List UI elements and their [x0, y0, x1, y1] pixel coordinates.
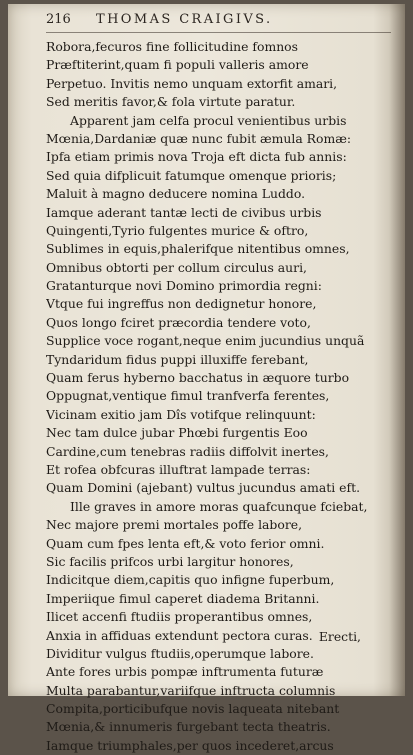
- verse-line: Perpetuo. Invitis nemo unquam extorfit amari,: [46, 75, 338, 91]
- page-number: 216: [46, 12, 71, 27]
- verse-line: Quam Domini (ajebant) vultus jucundus amati eft.: [46, 480, 361, 496]
- verse-line: Tyndaridum fidus puppi illuxiffe ferebant,: [46, 351, 309, 367]
- verse-line: Quam ferus hyberno bacchatus in æquore turbo: [46, 370, 350, 386]
- page-gutter: [389, 4, 405, 696]
- header-rule: [46, 32, 391, 33]
- verse-line: Vtque fui ingreffus non dedignetur honore,: [46, 296, 317, 312]
- verse-line: Quingenti,Tyrio fulgentes murice & oftro,: [46, 222, 309, 238]
- catchword: Erecti,: [318, 629, 361, 644]
- verse-line: Quam cum fpes lenta eft,& voto ferior omni.: [46, 535, 325, 551]
- verse-line: Ille graves in amore moras quafcunque fciebat,: [70, 498, 368, 514]
- verse-line: Iamque triumphales,per quos incederet,arcus: [46, 737, 334, 753]
- page-header: [46, 12, 386, 32]
- verse-line: Sublimes in equis,phalerifque nitentibus omnes,: [46, 241, 350, 257]
- verse-line: Robora,fecuros fine follicitudine fomnos: [46, 39, 298, 54]
- poem-text-block: [46, 38, 386, 755]
- verse-line: Ante fores urbis pompæ inftrumenta futuræ: [46, 664, 324, 680]
- verse-line: Sic facilis prifcos urbi largitur honores,: [46, 553, 294, 569]
- verse-line: Cardine,cum tenebras radiis diffolvit inertes,: [46, 443, 329, 459]
- verse-line: Multa parabantur,variifque inftructa columnis: [46, 682, 336, 698]
- verse-line: Supplice voce rogant,neque enim jucundius unquã: [46, 333, 365, 349]
- verse-line: Sed meritis favor,& fola virtute paratur.: [46, 94, 296, 110]
- verse-line: Mœnia,Dardaniæ quæ nunc fubit æmula Romæ:: [46, 130, 352, 146]
- verse-line: Gratanturque novi Domino primordia regni:: [46, 278, 322, 294]
- verse-line: Sed quia difplicuit fatumque omenque prioris;: [46, 167, 337, 183]
- verse-line: Maluit à magno deducere nomina Luddo.: [46, 186, 306, 202]
- verse-line: Iamque aderant tantæ lecti de civibus urbis: [46, 204, 322, 220]
- verse-line: Omnibus obtorti per collum circulus auri,: [46, 259, 307, 275]
- verse-line: Nec tam dulce jubar Phœbi furgentis Eoo: [46, 425, 308, 441]
- verse-line: Mœnia,& innumeris furgebant tecta theatris.: [46, 719, 331, 735]
- verse-line: Apparent jam celfa procul venientibus urbis: [70, 112, 347, 128]
- verse-line: Oppugnat,ventique fimul tranfverfa ferentes,: [46, 388, 330, 404]
- verse-line: Dividitur vulgus ftudiis,operumque labore.: [46, 645, 314, 661]
- verse-line: Nec majore premi mortales poffe labore,: [46, 517, 303, 533]
- verse-line: Compita,porticibufque novis laqueata nitebant: [46, 701, 340, 717]
- running-head: THOMAS CRAIGIVS.: [96, 12, 273, 27]
- verse-line: Indicitque diem,capitis quo infigne fuperbum,: [46, 572, 335, 588]
- verse-line: Ilicet accenfi ftudiis properantibus omnes,: [46, 609, 313, 625]
- verse-line: Vicinam exitio jam Dîs votifque relinquunt:: [46, 406, 316, 422]
- verse-line: Quos longo fciret præcordia tendere voto,: [46, 314, 311, 330]
- verse-line: Ipfa etiam primis nova Troja eft dicta fub annis:: [46, 149, 347, 165]
- book-page: [8, 4, 405, 753]
- verse-line: Præftiterint,quam fi populi valleris amore: [46, 57, 309, 73]
- verse-line: Et rofea obfcuras illuftrat lampade terras:: [46, 461, 311, 477]
- verse-line: Anxia in affiduas extendunt pectora curas.: [46, 627, 313, 643]
- verse-line: Imperiique fimul caperet diadema Britanni.: [46, 590, 320, 606]
